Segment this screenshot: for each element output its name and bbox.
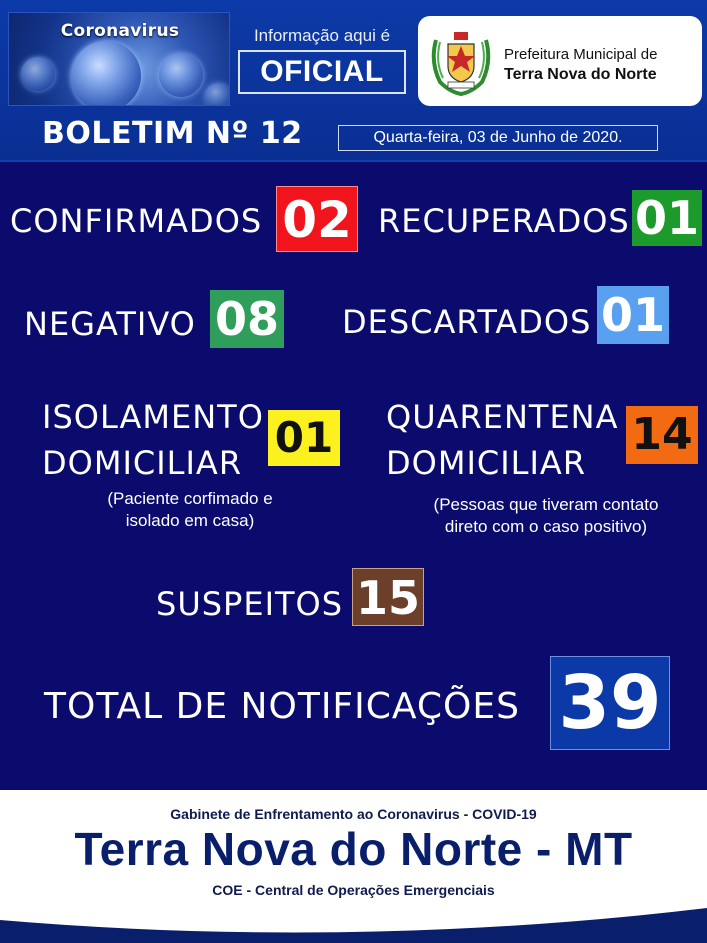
info-text: Informação aqui é bbox=[253, 26, 391, 45]
negativo-label: NEGATIVO bbox=[24, 305, 196, 343]
confirmados-label: CONFIRMADOS bbox=[10, 202, 263, 240]
quarentena-label-line1: QUARENTENA bbox=[386, 398, 619, 436]
prefeitura-line1: Prefeitura Municipal de bbox=[504, 46, 658, 63]
footer-gabinete: Gabinete de Enfrentamento ao Coronavirus - COVID-19 bbox=[170, 806, 537, 822]
coronavirus-banner bbox=[8, 12, 230, 106]
isolamento-label-line2: DOMICILIAR bbox=[42, 444, 243, 482]
isolamento-count: 01 bbox=[268, 410, 340, 466]
suspeitos-label: SUSPEITOS bbox=[156, 585, 344, 623]
isolamento-note-line1: (Paciente corfimado e bbox=[107, 489, 273, 508]
oficial-badge: OFICIAL bbox=[238, 50, 406, 94]
boletim-title: BOLETIM Nº 12 bbox=[42, 116, 303, 151]
descartados-count: 01 bbox=[597, 286, 669, 344]
bulletin-date: Quarta-feira, 03 de Junho de 2020. bbox=[338, 125, 658, 151]
footer-wave bbox=[0, 900, 707, 943]
municipal-crest-icon bbox=[426, 26, 496, 96]
isolamento-note-line2: isolado em casa) bbox=[125, 511, 255, 530]
recuperados-label: RECUPERADOS bbox=[378, 202, 630, 240]
coronavirus-title: Coronavirus bbox=[60, 21, 180, 41]
quarentena-label-line2: DOMICILIAR bbox=[386, 444, 587, 482]
quarentena-count: 14 bbox=[626, 406, 698, 464]
virus-icon bbox=[71, 41, 141, 106]
virus-icon bbox=[159, 53, 203, 97]
suspeitos-count: 15 bbox=[352, 568, 424, 626]
footer-coe: COE - Central de Operações Emergenciais bbox=[212, 882, 495, 898]
quarentena-note-line2: direto com o caso positivo) bbox=[444, 517, 648, 536]
header bbox=[0, 0, 707, 162]
isolamento-label-line1: ISOLAMENTO bbox=[42, 398, 264, 436]
prefeitura-line2: Terra Nova do Norte bbox=[504, 66, 657, 83]
recuperados-count: 01 bbox=[632, 190, 702, 246]
total-label: TOTAL DE NOTIFICAÇÕES bbox=[44, 686, 520, 727]
total-count: 39 bbox=[550, 656, 670, 750]
negativo-count: 08 bbox=[210, 290, 284, 348]
quarentena-note-line1: (Pessoas que tiveram contato bbox=[433, 495, 659, 514]
confirmados-count: 02 bbox=[276, 186, 358, 252]
prefeitura-card bbox=[418, 16, 702, 106]
footer-municipality: Terra Nova do Norte - MT bbox=[74, 823, 633, 875]
virus-icon bbox=[205, 83, 230, 106]
virus-icon bbox=[21, 57, 55, 91]
descartados-label: DESCARTADOS bbox=[342, 303, 592, 341]
